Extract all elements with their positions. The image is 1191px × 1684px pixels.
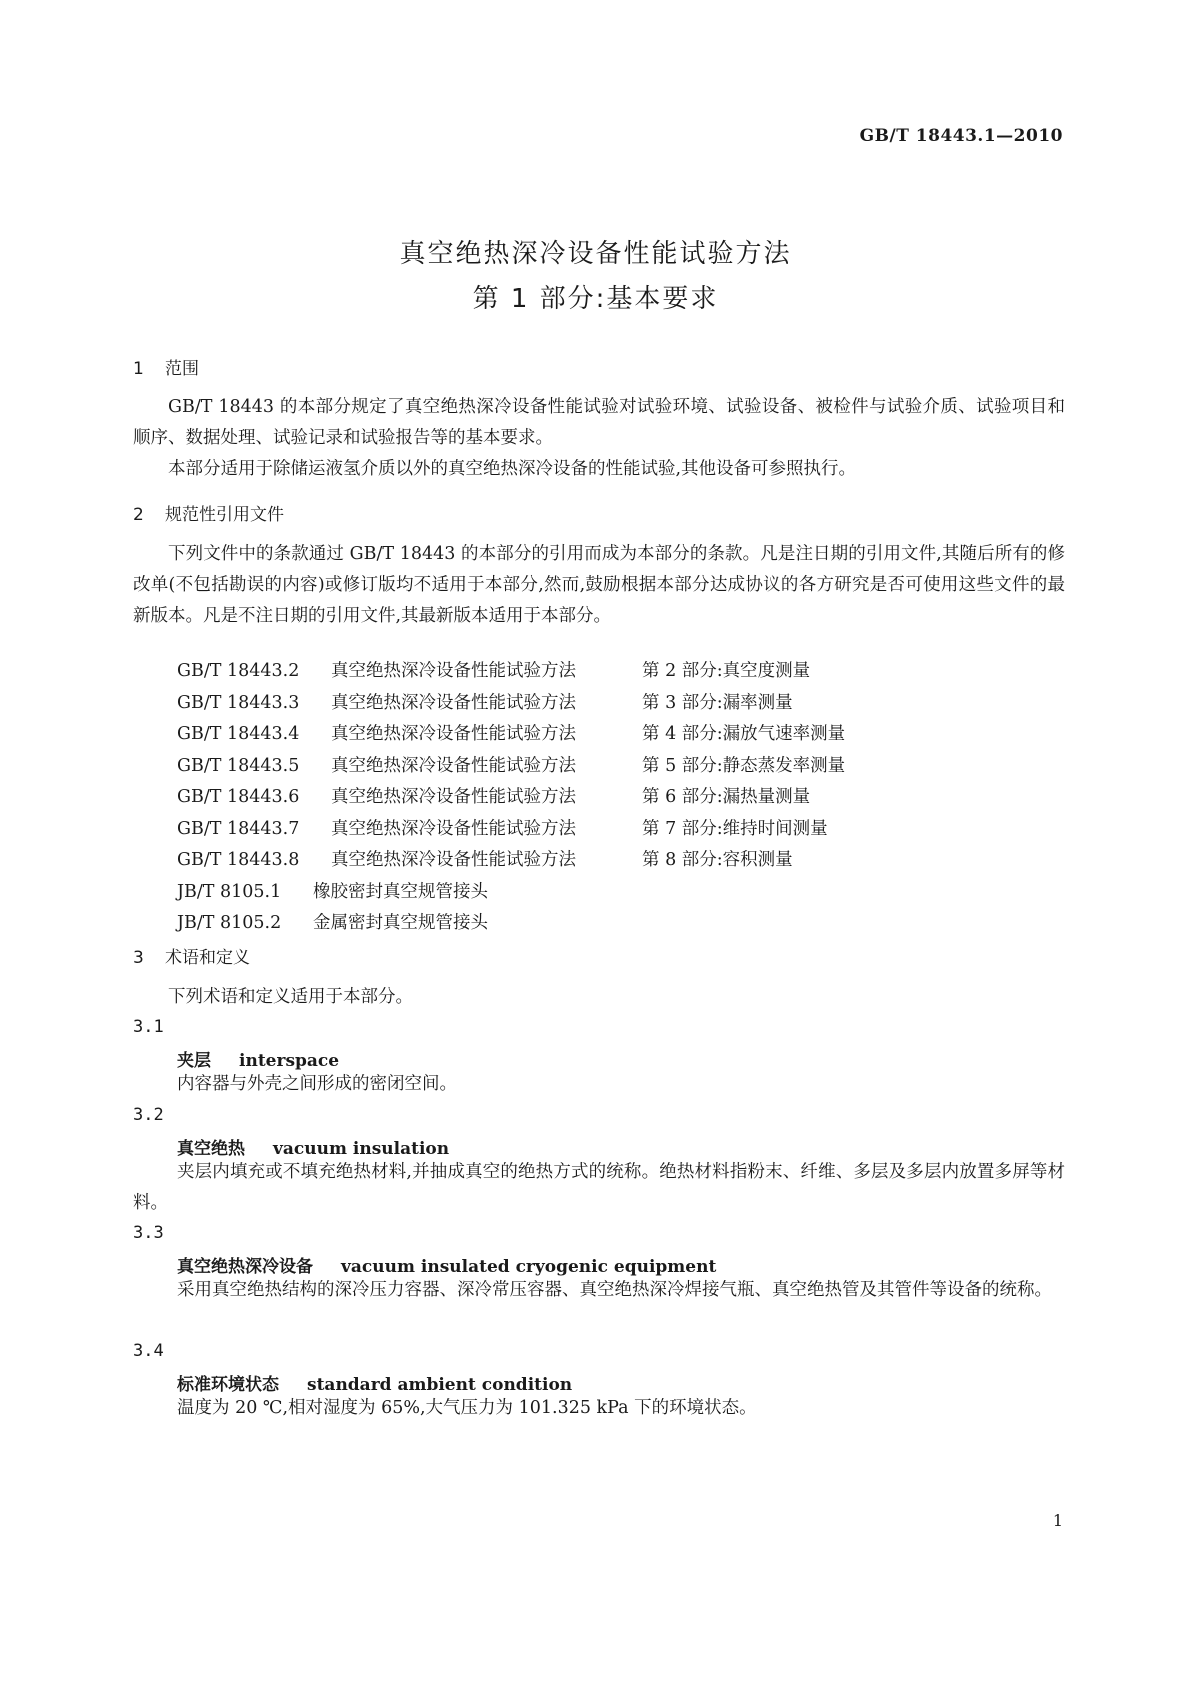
page-number: 1 (1052, 1511, 1063, 1530)
scope-paragraph-2: 本部分适用于除储运液氢介质以外的真空绝热深冷设备的性能试验,其他设备可参照执行。 (168, 459, 857, 479)
reference-title: 真空绝热深冷设备性能试验方法 (331, 755, 576, 776)
reference-code: JB/T 8105.2 (177, 913, 282, 933)
section-title: 规范性引用文件 (165, 505, 284, 525)
section-number: 3 (133, 948, 144, 968)
reference-item (177, 751, 845, 783)
reference-title: 橡胶密封真空规管接头 (313, 881, 488, 902)
reference-part: 第 5 部分:静态蒸发率测量 (642, 755, 846, 776)
term-heading (177, 1134, 449, 1159)
term-zh: 标准环境状态 (177, 1375, 279, 1395)
reference-item (177, 877, 845, 909)
reference-code: GB/T 18443.7 (177, 818, 300, 839)
reference-title: 真空绝热深冷设备性能试验方法 (331, 787, 576, 807)
reference-title: 真空绝热深冷设备性能试验方法 (331, 692, 576, 713)
term-definition: 夹层内填充或不填充绝热材料,并抽成真空的绝热方式的统称。绝热材料指粉末、纤维、多层及多层内放置多屏等材料。 (133, 1162, 1065, 1213)
section-heading-scope (133, 354, 199, 379)
section-number: 1 (133, 359, 144, 379)
reference-part: 第 2 部分:真空度测量 (642, 661, 811, 681)
reference-item (177, 908, 845, 940)
reference-item (177, 719, 845, 751)
term-en: standard ambient condition (307, 1375, 573, 1395)
reference-code: GB/T 18443.3 (177, 692, 300, 713)
reference-part: 第 8 部分:容积测量 (642, 850, 793, 870)
reference-item (177, 688, 845, 720)
term-heading (177, 1046, 339, 1071)
reference-code: GB/T 18443.6 (177, 787, 300, 807)
reference-code: GB/T 18443.8 (177, 850, 300, 870)
term-en: vacuum insulation (273, 1139, 450, 1159)
document-title: 真空绝热深冷设备性能试验方法 (399, 239, 792, 269)
reference-part: 第 7 部分:维持时间测量 (642, 818, 828, 839)
reference-title: 真空绝热深冷设备性能试验方法 (331, 850, 576, 870)
reference-code: GB/T 18443.4 (177, 724, 300, 744)
term-zh: 夹层 (177, 1051, 211, 1071)
term-definition: 采用真空绝热结构的深冷压力容器、深冷常压容器、真空绝热深冷焊接气瓶、真空绝热管及其管件等设备的统称。 (177, 1280, 1052, 1300)
reference-title: 真空绝热深冷设备性能试验方法 (331, 724, 576, 744)
term-zh: 真空绝热深冷设备 (177, 1257, 313, 1277)
reference-item (177, 814, 845, 846)
term-heading (177, 1370, 572, 1395)
reference-item (177, 845, 845, 877)
reference-code: GB/T 18443.2 (177, 661, 300, 681)
reference-part: 第 4 部分:漏放气速率测量 (642, 724, 846, 744)
reference-code: JB/T 8105.1 (177, 881, 282, 902)
term-en: interspace (239, 1051, 340, 1071)
term-number: 3.3 (133, 1223, 164, 1243)
section-title: 术语和定义 (165, 948, 250, 968)
reference-item (177, 782, 845, 814)
reference-item (177, 656, 845, 688)
term-en: vacuum insulated cryogenic equipment (341, 1257, 717, 1277)
term-zh: 真空绝热 (177, 1139, 245, 1159)
reference-part: 第 6 部分:漏热量测量 (642, 787, 811, 807)
reference-list (177, 656, 845, 940)
term-definition: 内容器与外壳之间形成的密闭空间。 (177, 1074, 457, 1094)
section-title: 范围 (165, 359, 199, 379)
document-subtitle: 第 1 部分:基本要求 (472, 284, 719, 314)
scope-paragraph-1: GB/T 18443 的本部分规定了真空绝热深冷设备性能试验对试验环境、试验设备、被检件与试验介质、试验项目和顺序、数据处理、试验记录和试验报告等的基本要求。 (133, 397, 1065, 448)
term-number: 3.2 (133, 1105, 164, 1125)
section-number: 2 (133, 505, 144, 525)
term-number: 3.1 (133, 1017, 164, 1037)
term-heading (177, 1252, 716, 1277)
reference-part: 第 3 部分:漏率测量 (642, 692, 793, 713)
section-heading-terms-definitions (133, 943, 250, 968)
standard-number: GB/T 18443.1—2010 (859, 126, 1063, 146)
references-paragraph: 下列文件中的条款通过 GB/T 18443 的本部分的引用而成为本部分的条款。凡是注日期的引用文件,其随后所有的修改单(不包括勘误的内容)或修订版均不适用于本部分,然而,鼓励根据本部分达成协议的各方研究是否可使用这些文件的最新版本。凡是不注日期的引用文件,其最新版本适用于本部分。 (133, 544, 1065, 626)
terms-intro: 下列术语和定义适用于本部分。 (168, 987, 413, 1007)
reference-title: 真空绝热深冷设备性能试验方法 (331, 818, 576, 839)
reference-code: GB/T 18443.5 (177, 755, 300, 776)
term-number: 3.4 (133, 1341, 164, 1361)
term-definition: 温度为 20 ℃,相对湿度为 65%,大气压力为 101.325 kPa 下的环境状态。 (177, 1398, 757, 1418)
reference-title: 金属密封真空规管接头 (313, 913, 488, 933)
reference-title: 真空绝热深冷设备性能试验方法 (331, 661, 576, 681)
section-heading-normative-references (133, 500, 284, 525)
